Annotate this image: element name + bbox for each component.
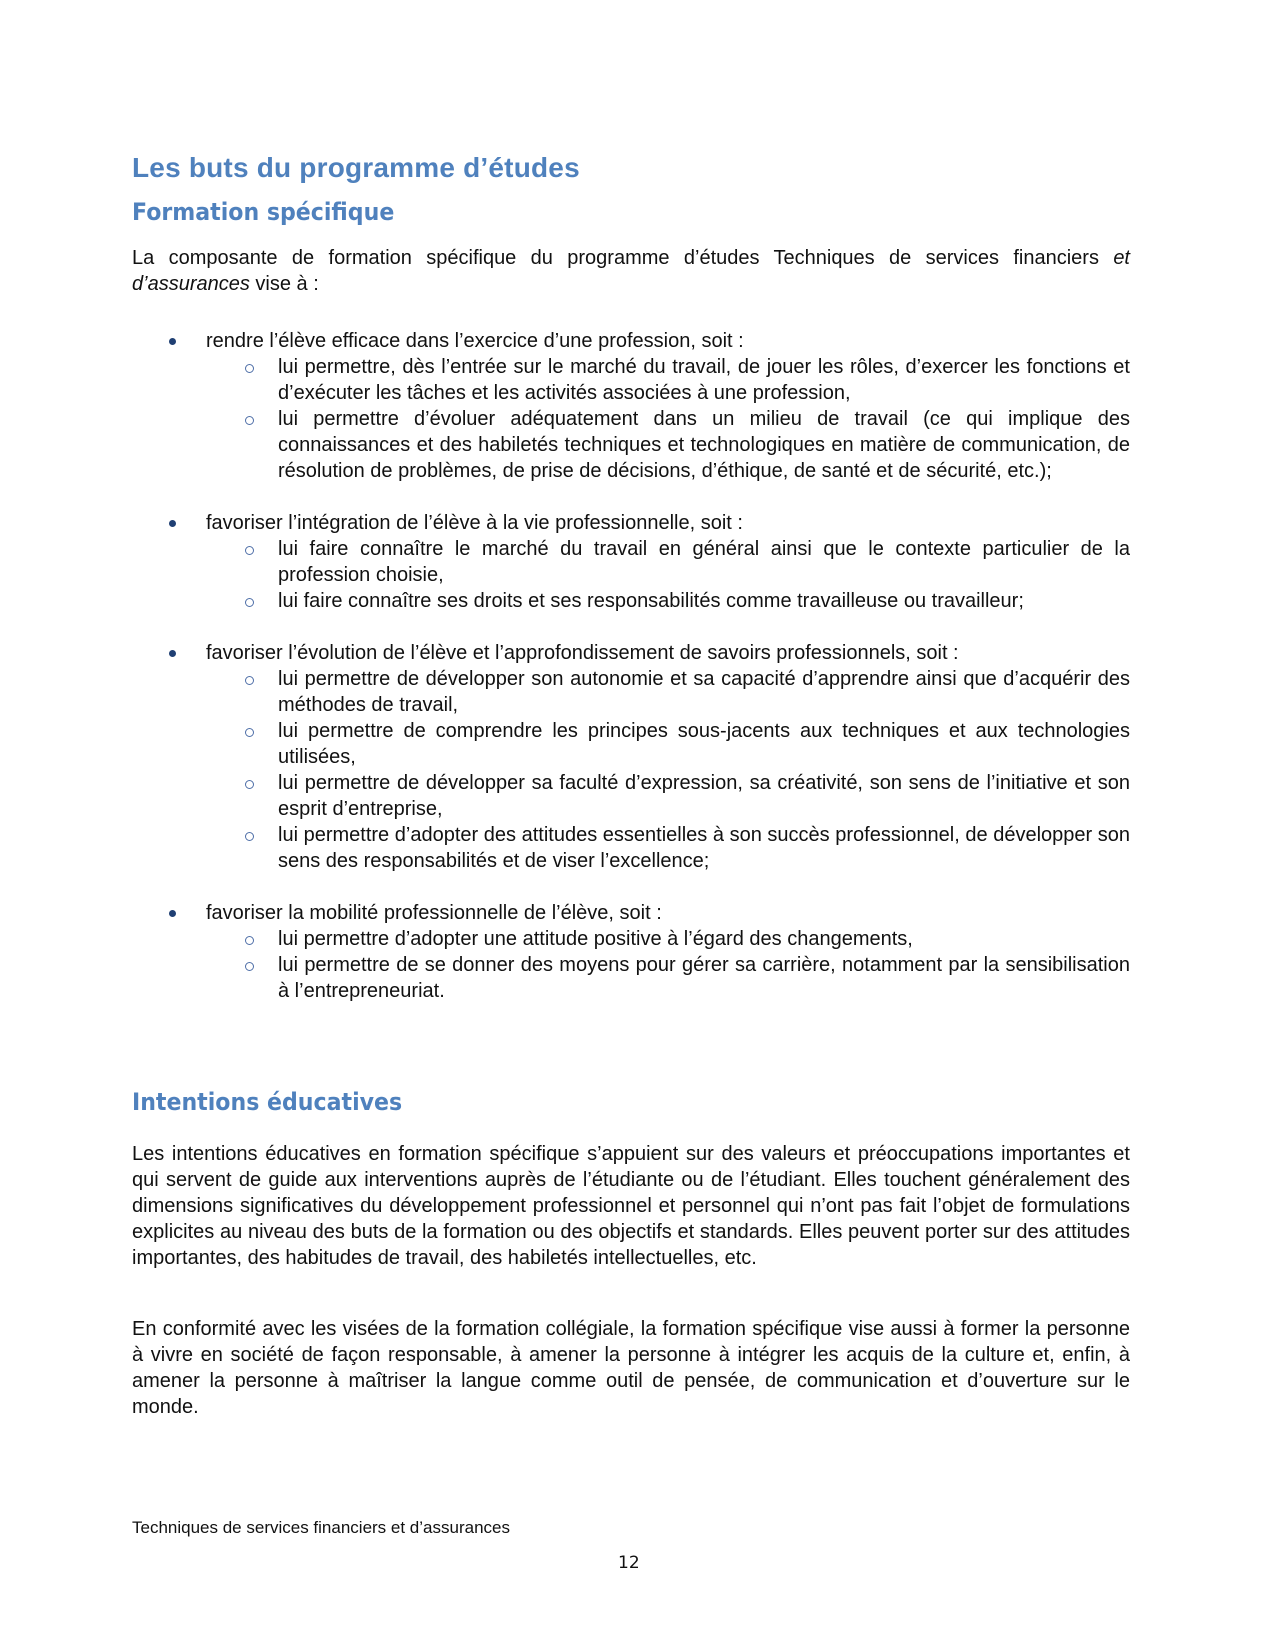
sub-item — [132, 666, 1130, 718]
goal-text: favoriser l’évolution de l’élève et l’approfondissement de savoirs professionnels, soit : — [206, 642, 959, 664]
sub-item-text: lui permettre de se donner des moyens pour gérer sa carrière, notamment par la sensibilisation à l’entrepreneuriat. — [278, 954, 1130, 1002]
intro-italic: et d’assurances — [132, 247, 1130, 295]
bullet-icon — [169, 910, 176, 917]
circle-bullet-icon — [245, 546, 254, 555]
sub-item — [132, 770, 1130, 822]
circle-bullet-icon — [245, 936, 254, 945]
section-heading-formation-specifique: Formation spécifique — [132, 198, 395, 226]
footer-program-name: Techniques de services financiers et d’assurances — [132, 1518, 510, 1537]
sub-item — [132, 406, 1130, 484]
circle-bullet-icon — [245, 364, 254, 373]
bullet-icon — [169, 650, 176, 657]
sub-item — [132, 926, 1130, 952]
sub-item-text: lui permettre de développer sa faculté d’expression, sa créativité, son sens de l’initiative et son esprit d’entreprise, — [278, 772, 1130, 820]
page-title: Les buts du programme d’études — [132, 152, 580, 183]
intro-text: La composante de formation spécifique du programme d’études Techniques de services financiers — [132, 247, 1114, 269]
sub-item-text: lui faire connaître ses droits et ses responsabilités comme travailleuse ou travailleur; — [278, 590, 1024, 612]
sub-list — [206, 536, 1130, 614]
bullet-icon — [169, 338, 176, 345]
sub-item-text: lui permettre d’évoluer adéquatement dans un milieu de travail (ce qui implique des connaissances et des habiletés techniques et technologiques en matière de communication, de résolution de problèmes, de prise de décisions, d’éthique, de santé et de sécurité, etc.); — [278, 408, 1130, 482]
goal-item — [132, 510, 1130, 614]
circle-bullet-icon — [245, 832, 254, 841]
goal-item — [132, 640, 1130, 874]
circle-bullet-icon — [245, 728, 254, 737]
intro-paragraph — [132, 245, 1130, 297]
sub-item — [132, 822, 1130, 874]
goals-list — [132, 328, 1130, 1030]
bullet-icon — [169, 520, 176, 527]
sub-item-text: lui permettre d’adopter des attitudes essentielles à son succès professionnel, de développer son sens des responsabilités et de viser l’excellence; — [278, 824, 1130, 872]
sub-item-text: lui permettre de comprendre les principes sous-jacents aux techniques et aux technologies utilisées, — [278, 720, 1130, 768]
circle-bullet-icon — [245, 780, 254, 789]
goal-item — [132, 328, 1130, 484]
sub-item-text: lui faire connaître le marché du travail en général ainsi que le contexte particulier de la profession choisie, — [278, 538, 1130, 586]
sub-list — [206, 926, 1130, 1004]
goal-text: favoriser l’intégration de l’élève à la vie professionnelle, soit : — [206, 512, 743, 534]
sub-item — [132, 354, 1130, 406]
circle-bullet-icon — [245, 598, 254, 607]
sub-list — [206, 354, 1130, 484]
goal-text: rendre l’élève efficace dans l’exercice d’une profession, soit : — [206, 330, 744, 352]
circle-bullet-icon — [245, 416, 254, 425]
intro-end: vise à : — [249, 273, 319, 295]
goal-item — [132, 900, 1130, 1004]
sub-item — [132, 588, 1130, 614]
sub-item — [132, 536, 1130, 588]
sub-item-text: lui permettre, dès l’entrée sur le marché du travail, de jouer les rôles, d’exercer les fonctions et d’exécuter les tâches et les activités associées à une profession, — [278, 356, 1130, 404]
intentions-paragraph-2: En conformité avec les visées de la formation collégiale, la formation spécifique vise aussi à former la personne à vivre en société de façon responsable, à amener la personne à intégrer les acquis de la culture et, enfin, à amener la personne à maîtriser la langue comme outil de pensée, de communication et d’ouverture sur le monde. — [132, 1318, 1130, 1418]
section-heading-intentions-educatives: Intentions éducatives — [132, 1088, 403, 1116]
sub-item — [132, 952, 1130, 1004]
circle-bullet-icon — [245, 962, 254, 971]
circle-bullet-icon — [245, 676, 254, 685]
sub-list — [206, 666, 1130, 874]
page-number: 12 — [618, 1553, 640, 1573]
goal-text: favoriser la mobilité professionnelle de l’élève, soit : — [206, 902, 662, 924]
sub-item — [132, 718, 1130, 770]
intentions-paragraph-1: Les intentions éducatives en formation spécifique s’appuient sur des valeurs et préoccupations importantes et qui servent de guide aux interventions auprès de l’étudiante ou de l’étudiant. Elles touchent généralement des dimensions significatives du développement professionnel et personnel qui n’ont pas fait l’objet de formulations explicites au niveau des buts de la formation ou des objectifs et standards. Elles peuvent porter sur des attitudes importantes, des habitudes de travail, des habiletés intellectuelles, etc. — [132, 1143, 1130, 1269]
sub-item-text: lui permettre d’adopter une attitude positive à l’égard des changements, — [278, 928, 913, 950]
sub-item-text: lui permettre de développer son autonomie et sa capacité d’apprendre ainsi que d’acquérir des méthodes de travail, — [278, 668, 1130, 716]
